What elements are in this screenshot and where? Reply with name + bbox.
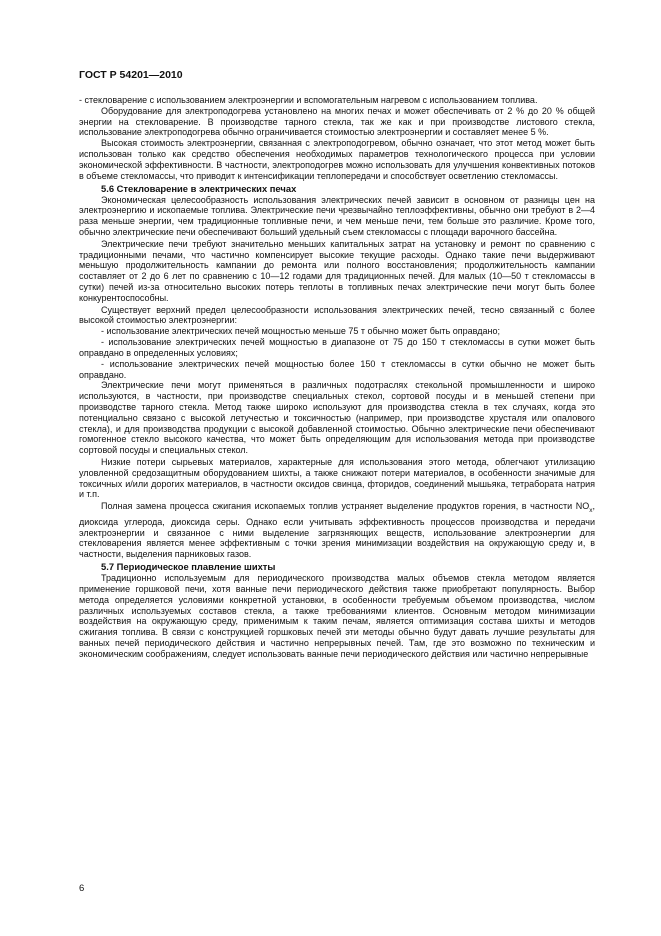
paragraph: Низкие потери сырьевых материалов, характерные для использования этого метода, облегчают утилизацию уловленной средозащитным оборудованием шихты, а также снижают потери материалов, в особенности значимые для токсичных и/или дорогих материалов, в частности оксидов свинца, фторидов, соединений мышьяка, тетрабората натрия и т.п. — [79, 457, 595, 500]
section-heading-5-7: 5.7 Периодическое плавление шихты — [101, 561, 276, 573]
subscript: x — [589, 507, 593, 515]
paragraph: Экономическая целесообразность использования электрических печей зависит в основном от разницы цен на электроэнергию и ископаемые топлива. Электрические печи чрезвычайно теплоэффективны, обычно они требуют в 2—4 раза меньше энергии, чем традиционные топливные печи, и чем меньше печи, тем больше это различие. Кроме того, обычно электрические печи обеспечивают больший удельный съем стекломассы с площади варочного бассейна. — [79, 194, 595, 237]
paragraph: Электрические печи могут применяться в различных подотраслях стекольной промышленности и широко используются, в частности, при производстве специальных стекол, сортовой посуды и в меньшей степени при производстве тарного стекла. Метод также широко используют для производства стекла в тех случаях, когда это потенциально связано с высокой летучестью и токсичностью (например, при производстве хрусталя или опалового стекла), и для производства продукции с высокой добавленной стоимостью. Обычно электрические печи обеспечивают гомогенное стекло высокого качества, что может быть определяющим для использования метода при производстве сортовой посуды и специальных стекол. — [79, 380, 595, 456]
paragraph: Традиционно используемым для периодического производства малых объемов стекла методом является применение горшковой печи, хотя ванные печи периодического действия также приобретают популярность. Выбор метода определяется условиями конкретной установки, в особенности требуемым объемом производства, числом различных используемых составов стекла, а также требованиями клиентов. Основным методом минимизации воздействия на окружающую среду, применимым к таким печам, является оптимизация состава шихты и методов сжигания топлива. В связи с конструкцией горшковых печей эти методы обычно будут давать лучшие результаты для ванных печей периодического действия и частично непрерывных печей. Там, где это возможно по техническим и экономическим соображениям, следует использовать ванные печи периодического действия или частично непрерывные — [79, 573, 595, 659]
page-body — [79, 95, 595, 660]
page-number: 6 — [79, 883, 85, 894]
paragraph-nox — [79, 501, 595, 560]
section-heading-5-6: 5.6 Стекловарение в электрических печах — [101, 182, 297, 194]
document-header: ГОСТ Р 54201—2010 — [79, 69, 183, 81]
paragraph: Оборудование для электроподогрева установлено на многих печах и может обеспечивать от 2 % до 20 % общей энергии на стекловарение. В производстве тарного стекла, так же как и при производстве листового стекла, использование электроподогрева обычно ограничивается стоимостью электроэнергии и составляет менее 5 %. — [79, 105, 595, 138]
paragraph: Существует верхний предел целесообразности использования электрических печей, тесно связанный с более высокой стоимостью электроэнергии: — [79, 304, 595, 326]
paragraph: Высокая стоимость электроэнергии, связанная с электроподогревом, обычно означает, что этот метод может быть использован только как средство обеспечения необходимых параметров технологического процесса при условии экономической эффективности. В частности, электроподогрев можно использовать для улучшения конвективных потоков в объеме стекломассы, что приводит к интенсификации теплопередачи и способствует осветлению стекломассы. — [79, 138, 595, 181]
list-item: - использование электрических печей мощностью в диапазоне от 75 до 150 т стекломассы в сутки может быть оправдано в определенных условиях; — [79, 337, 595, 358]
paragraph: Электрические печи требуют значительно меньших капитальных затрат на установку и ремонт по сравнению с традиционными печами, что частично компенсирует высокие текущие расходы. Однако такие печи выдерживают меньшую продолжительность кампании до ремонта или полного восстановления; продолжительность кампании составляет от 2 до 6 лет по сравнению с 10—12 годами для традиционных печей. Для малых (10—50 т стекломассы в сутки) печей из-за относительно высоких потерь теплоты в топливных печах электрические печи могут быть более конкурентоспособны. — [79, 238, 595, 303]
text-run: Полная замена процесса сжигания ископаемых топлив устраняет выделение продуктов горения, в частности NO — [101, 501, 590, 512]
list-item: - использование электрических печей мощностью более 150 т стекломассы в сутки обычно не может быть оправдано. — [79, 358, 595, 380]
text-run: , диоксида углерода, диоксида серы. Однако если учитывать эффективность процессов производства и передачи электроэнергии и связанное с ними выделение загрязняющих веществ, использование электроэнергии для стекловарения является менее эффективным с точки зрения минимизации воздействия на окружающую среду и, в частности, выделения парниковых газов. — [79, 501, 595, 560]
paragraph: - стекловарение с использованием электроэнергии и вспомогательным нагревом с использованием топлива. — [79, 95, 538, 105]
list-item: - использование электрических печей мощностью меньше 75 т обычно может быть оправдано; — [101, 326, 500, 337]
